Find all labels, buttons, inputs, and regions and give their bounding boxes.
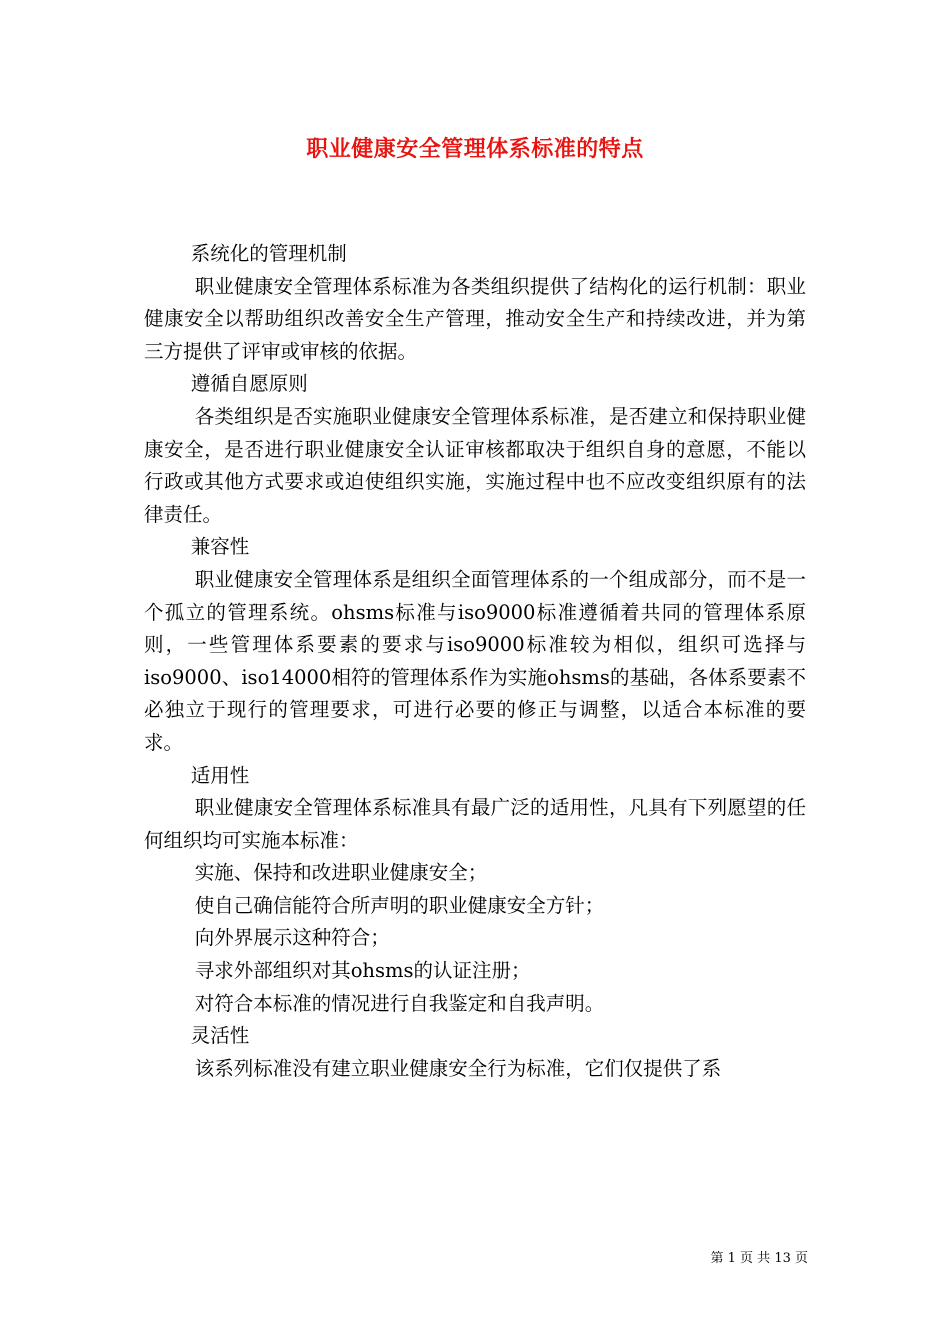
section-heading: 灵活性 <box>190 1024 250 1048</box>
list-item: 对符合本标准的情况进行自我鉴定和自我声明。 <box>194 991 605 1015</box>
list-item: 寻求外部组织对其ohsms的认证注册； <box>194 959 531 983</box>
list-item: 向外界展示这种符合； <box>194 926 390 950</box>
paragraph: 职业健康安全管理体系标准为各类组织提供了结构化的运行机制：职业健康安全以帮助组织改善安全生产管理，推动安全生产和持续改进，并为第三方提供了评审或审核的依据。 <box>144 274 806 363</box>
list-item: 实施、保持和改进职业健康安全； <box>194 861 488 885</box>
section-heading: 适用性 <box>190 763 250 787</box>
paragraph: 各类组织是否实施职业健康安全管理体系标准，是否建立和保持职业健康安全，是否进行职业健康安全认证审核都取决于组织自身的意愿，不能以行政或其他方式要求或迫使组织实施，实施过程中也不应改变组织原有的法律责任。 <box>144 404 806 526</box>
document-title: 职业健康安全管理体系标准的特点 <box>306 136 644 162</box>
document-body <box>144 238 806 1085</box>
section-heading: 兼容性 <box>190 535 250 559</box>
list-item: 使自己确信能符合所声明的职业健康安全方针； <box>194 893 605 917</box>
paragraph: 该系列标准没有建立职业健康安全行为标准，它们仅提供了系 <box>194 1056 722 1080</box>
section-heading: 系统化的管理机制 <box>190 242 347 265</box>
paragraph: 职业健康安全管理体系标准具有最广泛的适用性，凡具有下列愿望的任何组织均可实施本标准： <box>144 796 806 852</box>
section-heading: 遵循自愿原则 <box>190 372 308 396</box>
page-number-footer: 第 1 页 共 13 页 <box>710 1251 808 1266</box>
paragraph: 职业健康安全管理体系是组织全面管理体系的一个组成部分，而不是一个孤立的管理系统。ohsms标准与iso9000标准遵循着共同的管理体系原则，一些管理体系要素的要求与iso9000标准较为相似，组织可选择与iso9000、iso14000相符的管理体系作为实施ohsms的基础，各体系要素不必独立于现行的管理要求，可进行必要的修正与调整，以适合本标准的要求。 <box>144 567 806 754</box>
